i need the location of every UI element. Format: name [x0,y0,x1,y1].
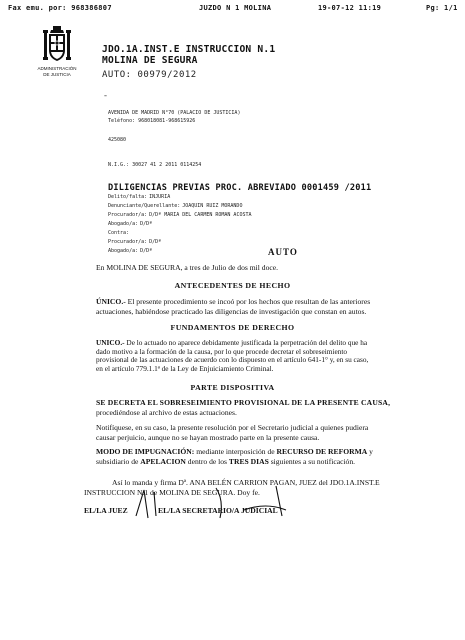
party-label: Procurador/a: [108,239,148,245]
party-value: INJURIA [149,194,171,200]
recurso-reforma: RECURSO DE REFORMA [276,447,368,456]
signed-line: Así lo manda y firma Dª. ANA BELÉN CARRION PAGAN, JUEZ del JDO.1A.INST.E [112,478,380,487]
party-row [108,239,161,245]
impugnacion-line [96,457,431,467]
party-value: D/Dª [140,221,153,227]
tres-dias: TRES DIAS [228,456,269,466]
party-row [108,221,152,227]
party-row [108,212,252,218]
party-value: D/Dª MARIA DEL CARMEN ROMAN ACOSTA [149,212,252,218]
party-label: Denunciante/Querellante: [108,203,181,209]
secretary-signature-label: EL/LA SECRETARIO/A JUDICIAL [158,506,278,515]
antecedentes-line: actuaciones, habiéndose practicado las diligencias de investigación que constan en autos. [96,306,367,316]
fundamentos-text: De lo actuado no aparece debidamente justificada la perpetración del delito que ha [126,338,368,347]
admin-label-line1: ADMINISTRACIÓN [37,66,77,71]
dash-mark: - [104,90,107,100]
party-label: Delito/falta: [108,194,148,200]
impugnacion-label: MODO DE IMPUGNACIÓN: [96,447,195,456]
antecedentes-line [96,297,431,307]
party-row [108,248,152,254]
court-phone: Teléfono: 968018081-968615926 [108,118,196,124]
party-label: Contra: [108,230,130,236]
impugnacion-text: y [367,447,373,456]
party-row [108,230,131,236]
fundamentos-lead: UNICO.- [96,338,125,347]
antecedentes-paragraph [96,297,431,316]
impugnacion-text: dentro de los [185,456,229,466]
court-address: AVENIDA DE MADRID N°70 (PALACIO DE JUSTICIA) [108,110,241,116]
admin-label-line2: DE JUSTICIA [43,71,71,77]
party-label: Abogado/a: [108,221,139,227]
decree-line: SE DECRETA EL SOBRESEIMIENTO PROVISIONAL DE LA PRESENTE CAUSA, [96,398,391,407]
impugnacion-paragraph [96,447,431,466]
auto-number: AUTO: 00979/2012 [102,70,197,80]
fax-page: Pg: 1/1 [426,4,458,12]
antecedentes-text: El presente procedimiento se incoó por los hechos que resultan de las anteriores [127,297,371,306]
handwritten-signature-icon [96,480,296,520]
dispositiva-heading: PARTE DISPOSITIVA [190,383,275,392]
antecedentes-lead: ÚNICO.- [96,297,126,306]
court-name: JDO.1A.INST.E INSTRUCCION N.1 [102,44,276,55]
notify-line: causar perjuicio, aunque no se hayan mostrado parte en la presente causa. [96,432,320,442]
notify-paragraph [96,423,431,442]
party-row [108,203,242,209]
postal-code: 425080 [108,137,127,143]
impugnacion-line [96,447,431,457]
document-title: AUTO [268,247,298,257]
fundamentos-paragraph [96,339,431,373]
admin-label [18,66,96,77]
decree-line: procediéndose al archivo de estas actuaciones. [96,407,237,417]
nig-number: N.I.G.: 30027 41 2 2011 0114254 [108,162,202,168]
fax-sender: Fax emu. por: 968386807 [8,4,112,12]
party-value: D/Dª [140,248,153,254]
party-label: Abogado/a: [108,248,139,254]
court-city: MOLINA DE SEGURA [102,55,198,66]
impugnacion-text: mediante interposición de [194,447,277,456]
coat-of-arms-icon [42,26,72,64]
apelacion: APELACION [140,456,186,466]
fundamentos-line: en el artículo 779.1.1ª de la Ley de Enjuiciamiento Criminal. [96,363,274,373]
fax-court: JUZDO N 1 MOLINA [199,4,272,12]
antecedentes-heading: ANTECEDENTES DE HECHO [174,281,291,290]
impugnacion-text: subsidiario de [96,456,141,466]
decree-paragraph [96,398,431,417]
notify-line: Notifíquese, en su caso, la presente resolución por el Secretario judicial a quienes pudiera [96,423,369,432]
case-reference: DILIGENCIAS PREVIAS PROC. ABREVIADO 0001459 /2011 [108,183,372,193]
signed-line: INSTRUCCION N.1 de MOLINA DE SEGURA. Doy fe. [84,487,260,497]
fundamentos-line: provisional de las actuaciones de acuerdo con lo dispuesto en el artículo 641-1° y, en su caso, [96,355,369,365]
impugnacion-text: siguientes a su notificación. [268,456,356,466]
fax-datetime: 19-07-12 11:19 [318,4,382,12]
fundamentos-line: dado motivo a la formación de la causa, por lo que procede decretar el sobreseimiento [96,346,348,356]
party-row [108,194,170,200]
party-value: D/Dª [149,239,162,245]
city-date: En MOLINA DE SEGURA, a tres de Julio de dos mil doce. [96,263,279,272]
judge-signature-label: EL/LA JUEZ [84,506,128,515]
party-label: Procurador/a: [108,212,148,218]
party-value: JOAQUIN RUIZ MORANDO [182,203,243,209]
fundamentos-heading: FUNDAMENTOS DE DERECHO [170,323,295,332]
